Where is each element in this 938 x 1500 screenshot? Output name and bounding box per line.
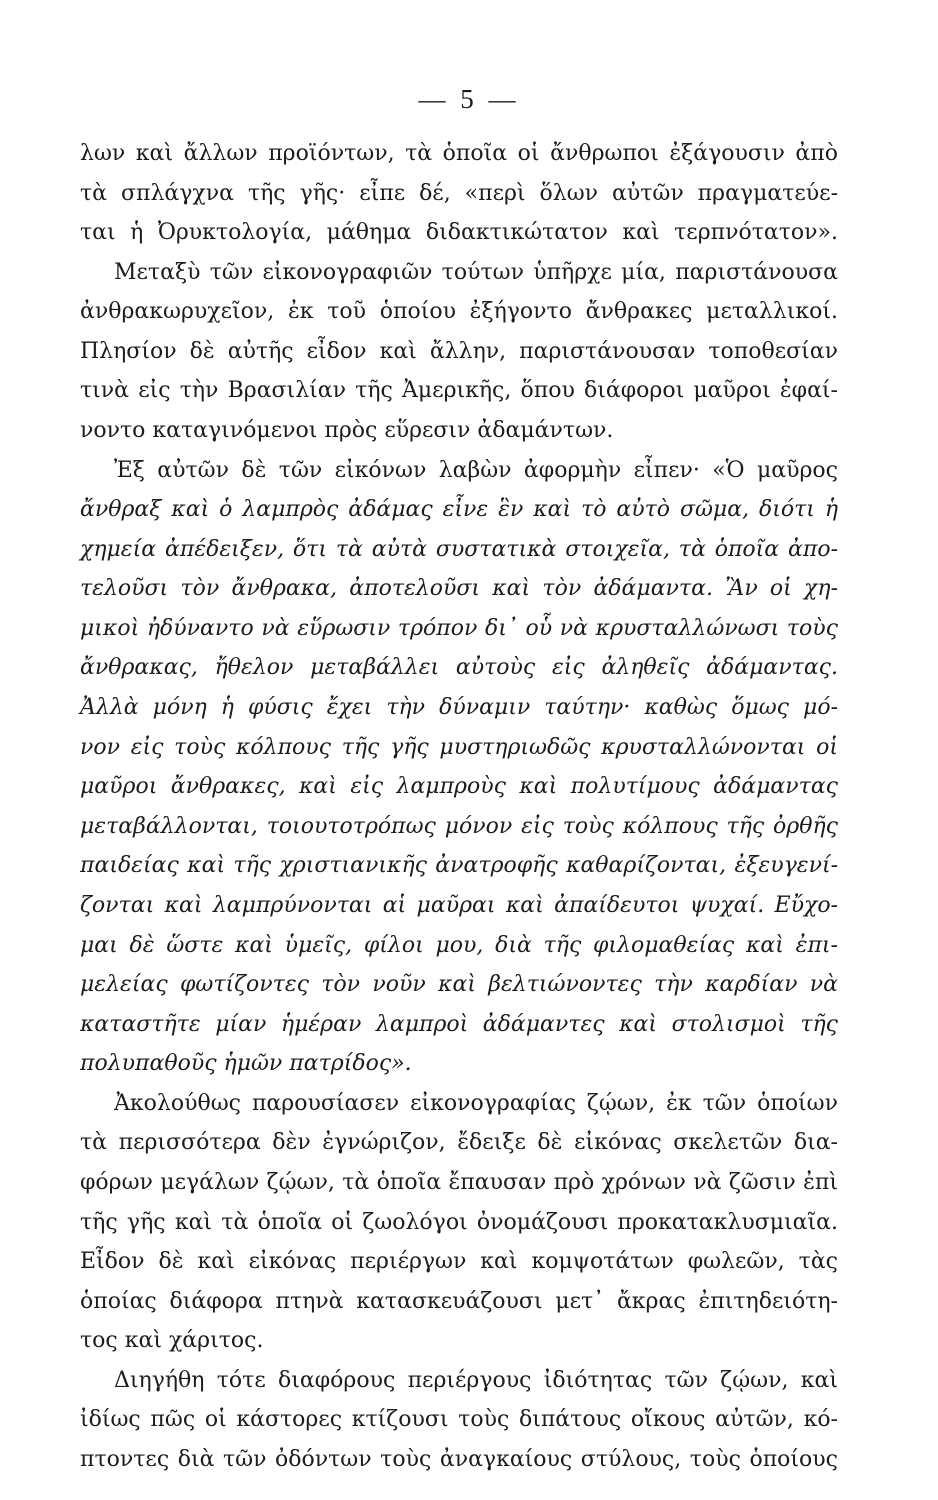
text-line: τινὰ εἰς τὴν Βρασιλίαν τῆς Ἀμερικῆς, ὅπου διάφοροι μαῦροι ἐφαί- — [80, 378, 838, 403]
text-line: ἀνθρακωρυχεῖον, ἐκ τοῦ ὁποίου ἐξήγοντο ἄνθρακες μεταλλικοί. — [80, 299, 838, 324]
text-line: πολυπαθοῦς ἡμῶν πατρίδος». — [80, 1051, 412, 1076]
text-line: ἰδίως πῶς οἱ κάστορες κτίζουσι τοὺς διπάτους οἴκους αὐτῶν, κό- — [80, 1407, 838, 1432]
text-line: νοντο καταγινόμενοι πρὸς εὕρεσιν ἀδαμάντων. — [80, 418, 614, 443]
text-line: τῆς γῆς καὶ τὰ ὁποῖα οἱ ζωολόγοι ὀνομάζουσι προκατακλυσμιαῖα. — [80, 1210, 838, 1235]
text-line: Διηγήθη τότε διαφόρους περιέργους ἰδιότητας τῶν ζῴων, καὶ — [114, 1368, 838, 1393]
text-line: μαῦροι ἄνθρακες, καὶ εἰς λαμπροὺς καὶ πολυτίμους ἀδάμαντας — [80, 774, 838, 799]
text-line: πτοντες διὰ τῶν ὀδόντων τοὺς ἀναγκαίους στύλους, τοὺς ὁποίους — [80, 1447, 838, 1472]
text-line: ἄνθραξ καὶ ὁ λαμπρὸς ἀδάμας εἶνε ἓν καὶ τὸ αὐτὸ σῶμα, διότι ἡ — [80, 497, 838, 522]
text-line: Ἐξ αὐτῶν δὲ τῶν εἰκόνων λαβὼν ἀφορμὴν εἶπεν· «Ὁ μαῦρος — [114, 458, 838, 483]
text-line: μαι δὲ ὥστε καὶ ὑμεῖς, φίλοι μου, διὰ τῆς φιλομαθείας καὶ ἐπι- — [80, 933, 838, 958]
text-line: μεταβάλλονται, τοιουτοτρόπως μόνον εἰς τοὺς κόλπους τῆς ὀρθῆς — [80, 814, 838, 839]
text-line: ται ἡ Ὀρυκτολογία, μάθημα διδακτικώτατον καὶ τερπνότατον». — [80, 220, 838, 245]
text-line: Εἶδον δὲ καὶ εἰκόνας περιέργων καὶ κομψοτάτων φωλεῶν, τὰς — [80, 1249, 838, 1274]
text-line: παιδείας καὶ τῆς χριστιανικῆς ἀνατροφῆς καθαρίζονται, ἐξευγενί- — [80, 853, 838, 878]
text-line: τὰ σπλάγχνα τῆς γῆς· εἶπε δέ, «περὶ ὅλων αὐτῶν πραγματεύε- — [80, 181, 838, 206]
text-line: μικοὶ ἠδύναντο νὰ εὕρωσιν τρόπον δι᾽ οὗ νὰ κρυσταλλώνωσι τοὺς — [80, 616, 838, 641]
text-line: ζονται καὶ λαμπρύνονται αἱ μαῦραι καὶ ἀπαίδευτοι ψυχαί. Εὔχο- — [80, 893, 838, 918]
text-line: χημεία ἀπέδειξεν, ὅτι τὰ αὐτὰ συστατικὰ στοιχεῖα, τὰ ὁποῖα ἀπο- — [80, 537, 838, 562]
text-line: ἄνθρακας, ἤθελον μεταβάλλει αὐτοὺς εἰς ἀληθεῖς ἀδάμαντας. — [80, 655, 838, 680]
text-line: λων καὶ ἄλλων προϊόντων, τὰ ὁποῖα οἱ ἄνθρωποι ἐξάγουσιν ἀπὸ — [80, 141, 838, 166]
text-line: Πλησίον δὲ αὐτῆς εἶδον καὶ ἄλλην, παριστάνουσαν τοποθεσίαν — [80, 339, 838, 364]
text-line: Ἀκολούθως παρουσίασεν εἰκονογραφίας ζῴων, ἐκ τῶν ὁποίων — [114, 1091, 838, 1116]
text-line: τελοῦσι τὸν ἄνθρακα, ἀποτελοῦσι καὶ τὸν ἀδάμαντα. Ἂν οἱ χη- — [80, 576, 838, 601]
text-line: νον εἰς τοὺς κόλπους τῆς γῆς μυστηριωδῶς κρυσταλλώνονται οἱ — [80, 735, 838, 760]
text-line: μελείας φωτίζοντες τὸν νοῦν καὶ βελτιώνοντες τὴν καρδίαν νὰ — [80, 972, 838, 997]
text-line: καταστῆτε μίαν ἡμέραν λαμπροὶ ἀδάμαντες καὶ στολισμοὶ τῆς — [80, 1012, 838, 1037]
page-number: — 5 — — [418, 84, 520, 114]
text-line: ὁποίας διάφορα πτηνὰ κατασκευάζουσι μετ᾽ ἄκρας ἐπιτηδειότη- — [80, 1289, 838, 1314]
text-line: φόρων μεγάλων ζῴων, τὰ ὁποῖα ἔπαυσαν πρὸ χρόνων νὰ ζῶσιν ἐπὶ — [80, 1170, 838, 1195]
text-line: Ἀλλὰ μόνη ἡ φύσις ἔχει τὴν δύναμιν ταύτην· καθὼς ὅμως μό- — [80, 695, 838, 720]
text-line: τὰ περισσότερα δὲν ἐγνώριζον, ἔδειξε δὲ εἰκόνας σκελετῶν δια- — [80, 1130, 838, 1155]
text-line: Μεταξὺ τῶν εἰκονογραφιῶν τούτων ὑπῆρχε μία, παριστάνουσα — [114, 260, 838, 285]
text-line: τος καὶ χάριτος. — [80, 1328, 264, 1353]
